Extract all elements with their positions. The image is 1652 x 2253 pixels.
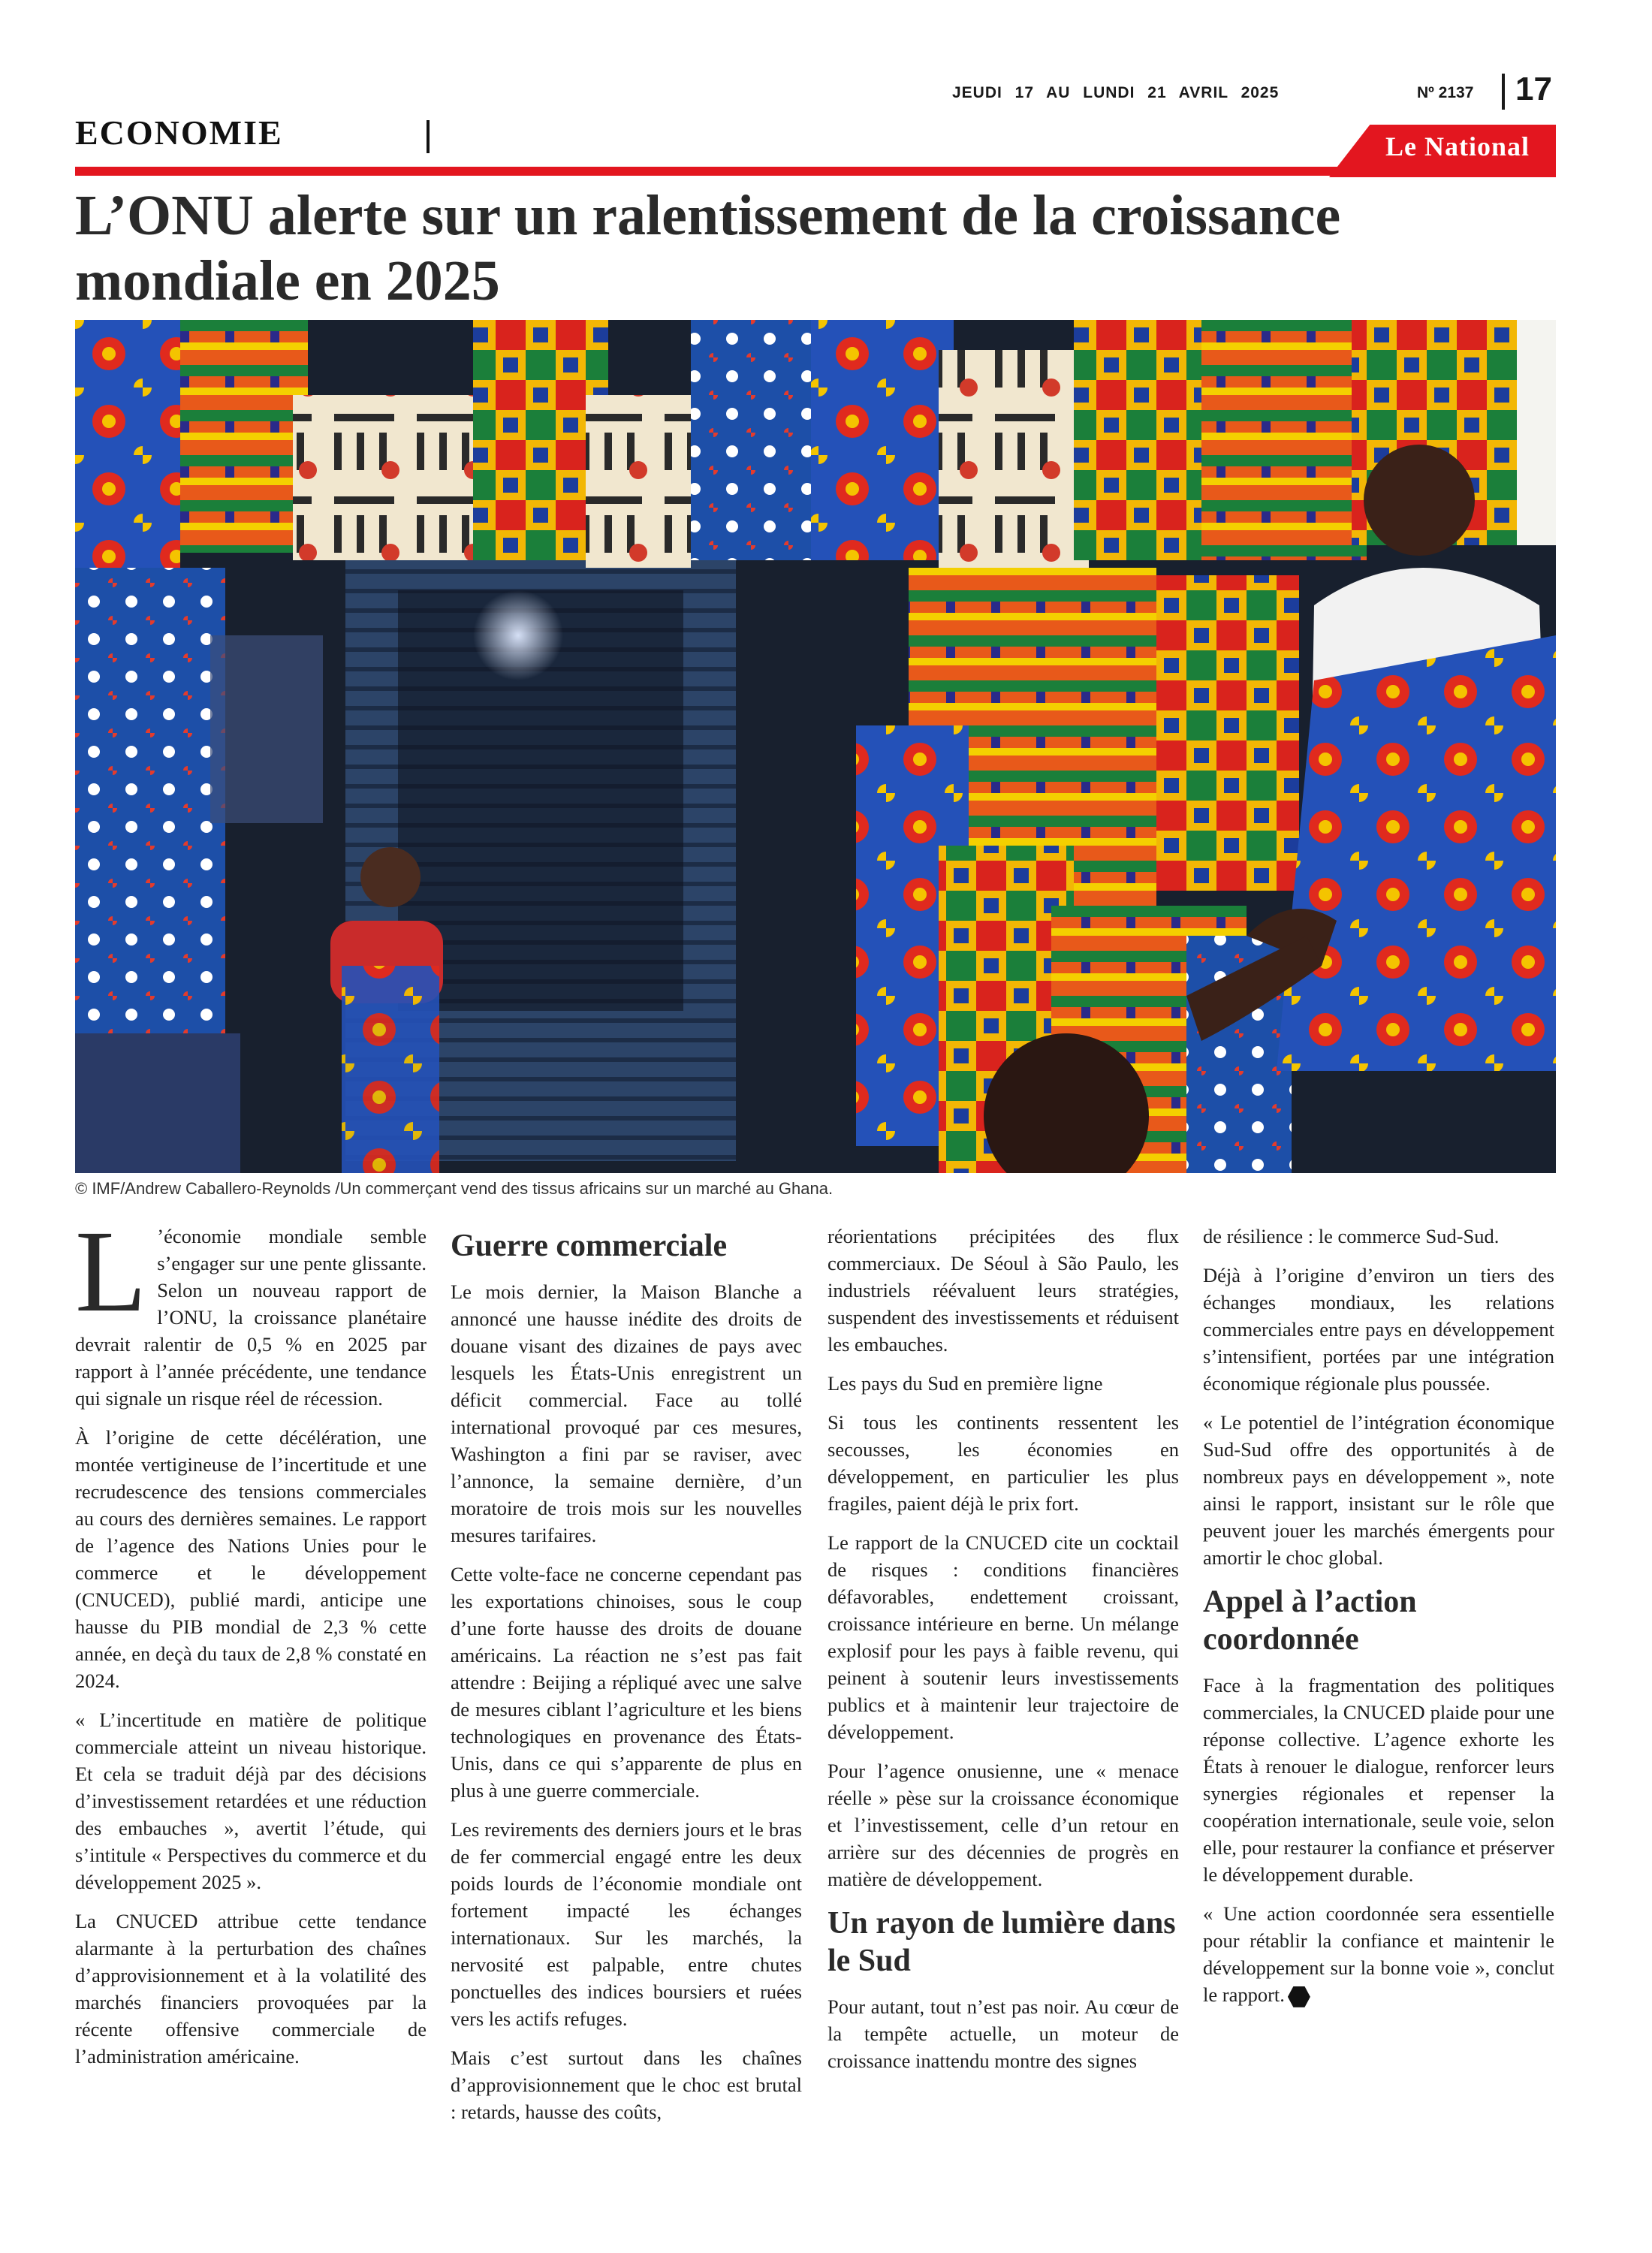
body-paragraph: de résilience : le commerce Sud-Sud.: [1203, 1225, 1500, 1247]
body-paragraph: « Le potentiel de l’intégration économique Sud-Sud offre des opportunités à de nombreux pays en développement », note ainsi le rapport, insistant sur le rôle que peuvent jouer les marchés émergents pour amortir le choc global.: [1203, 1411, 1554, 1569]
article-column-2: [451, 1223, 802, 2137]
header-rule: [75, 167, 1556, 176]
article-headline: L’ONU alerte sur un ralentissement de la croissance mondiale en 2025: [75, 184, 1341, 312]
body-paragraph: Pour autant, tout n’est pas noir. Au cœur de la tempête actuelle, un moteur de croissance inattendu montre des signes: [828, 1995, 1179, 2072]
body-paragraph: Pour l’agence onusienne, une « menace réelle » pèse sur la croissance économique et l’investissement, celle d’un retour en arrière sur des décennies de progrès en matière de développement.: [828, 1760, 1179, 1890]
body-paragraph: Cette volte-face ne concerne cependant pas les exportations chinoises, sous le coup d’une forte hausse des droits de douane américains. La réaction ne s’est pas fait attendre : Beijing a répliqué avec une salve de mesures ciblant l’agriculture et les biens technologiques en provenance des États-Unis, dans ce qui s’apparente de plus en plus à une guerre commerciale.: [451, 1563, 802, 1802]
drop-cap: L: [75, 1206, 147, 1336]
lead-text: ’économie mondiale semble s’engager sur une pente glissante. Selon un nouveau rapport de l’ONU, la croissance planétaire devrait ralentir de 0,5 % en 2025 par rapport à l’année précédente, une tendance qui signale un risque réel de récession.: [75, 1225, 427, 1410]
body-paragraph: Mais c’est surtout dans les chaînes d’approvisionnement que le choc est brutal : retards, hausse des coûts,: [451, 2046, 802, 2123]
subhead: Les pays du Sud en première ligne: [828, 1372, 1103, 1395]
photo-caption: © IMF/Andrew Caballero-Reynolds /Un commerçant vend des tissus africains sur un marché au Ghana.: [75, 1179, 834, 1198]
body-paragraph: La CNUCED attribue cette tendance alarmante à la perturbation des chaînes d’approvisionnement et à la volatilité des marchés financiers provoquées par la récente offensive commerciale de l’administration américaine.: [75, 1910, 427, 2068]
body-paragraph: À l’origine de cette décélération, une montée vertigineuse de l’incertitude et une recrudescence des tensions commerciales au cours des dernières semaines. Le rapport de l’agence des Nations Unies pour le commerce et le développement (CNUCED), publié mardi, anticipe une hausse du PIB mondial de 2,3 % cette année, en deçà du taux de 2,8 % constaté en 2024.: [75, 1426, 427, 1692]
article-column-3: [828, 1223, 1179, 2086]
section-heading: Guerre commerciale: [451, 1229, 728, 1263]
body-paragraph: Les revirements des derniers jours et le bras de fer commercial engagé entre les deux poids lourds de l’économie mondiale ont fortement impacté les échanges internationaux. Sur les marchés, la nervosité est palpable, entre chutes ponctuelles des indices boursiers et ruées vers les actifs refuges.: [451, 1818, 802, 2030]
closing-text: « Une action coordonnée sera essentielle pour rétablir la confiance et maintenir le développement sur la bonne voie », conclut le rapport.: [1203, 1902, 1554, 2006]
section-heading: Appel à l’action coordonnée: [1203, 1585, 1417, 1657]
issue-number: Nº 2137: [1417, 84, 1474, 101]
body-paragraph: Le rapport de la CNUCED cite un cocktail de risques : conditions financières défavorables, endettement croissant, croissance intérieure en berne. Un mélange explosif pour les pays à faible revenu, qui peinent à soutenir leurs investissements publics et à maintenir leur trajectoire de développement.: [828, 1531, 1179, 1743]
article-column-1: [75, 1206, 427, 2082]
end-of-article-icon: [1288, 1986, 1310, 2007]
article-photo: [75, 320, 1556, 1173]
body-paragraph: Le mois dernier, la Maison Blanche a annoncé une hausse inédite des droits de douane visant des dizaines de pays avec lesquels les États-Unis enregistrent un déficit commercial. Face au tollé international provoqué par ces mesures, Washington a fini par se raviser, avec l’annonce, la semaine dernière, d’un moratoire de trois mois sur les nouvelles mesures tarifaires.: [451, 1280, 802, 1546]
page-number-divider: [1502, 74, 1505, 110]
body-paragraph: Face à la fragmentation des politiques commerciales, la CNUCED plaide pour une réponse collective. L’agence exhorte les États à renouer le dialogue, renforcer leurs synergies régionales et repenser la coopération internationale, seule voie, selon elle, pour restaurer la confiance et préserver le développement durable.: [1203, 1674, 1554, 1886]
brand-name: Le National: [1385, 131, 1530, 161]
page-number: 17: [1515, 71, 1552, 107]
body-paragraph: Déjà à l’origine d’environ un tiers des échanges mondiaux, les relations commerciales entre pays en développement s’intensifient, portées par une intégration économique régionale plus poussée.: [1203, 1264, 1554, 1395]
closing-paragraph: [1203, 1900, 1554, 2008]
section-label: ECONOMIE: [75, 113, 283, 152]
body-paragraph: Si tous les continents ressentent les secousses, les économies en développement, en particulier les plus fragiles, paient déjà le prix fort.: [828, 1411, 1179, 1515]
body-paragraph: « L’incertitude en matière de politique commerciale atteint un niveau historique. Et cela se traduit déjà par des décisions d’investissement retardées et une réduction des embauches », avertit l’étude, qui s’intitule « Perspectives du commerce et du développement 2025 ».: [75, 1709, 427, 1893]
section-separator: [427, 120, 430, 153]
article-column-4: [1203, 1223, 1554, 2020]
section-heading: Un rayon de lumière dans le Sud: [828, 1906, 1176, 1978]
body-paragraph: réorientations précipitées des flux commerciaux. De Séoul à São Paulo, les industriels réévaluent leurs stratégies, suspendent des investissements et réduisent les embauches.: [828, 1225, 1179, 1356]
lead-paragraph: [75, 1206, 427, 1412]
date-line: JEUDI 17 AU LUNDI 21 AVRIL 2025: [952, 84, 1280, 101]
